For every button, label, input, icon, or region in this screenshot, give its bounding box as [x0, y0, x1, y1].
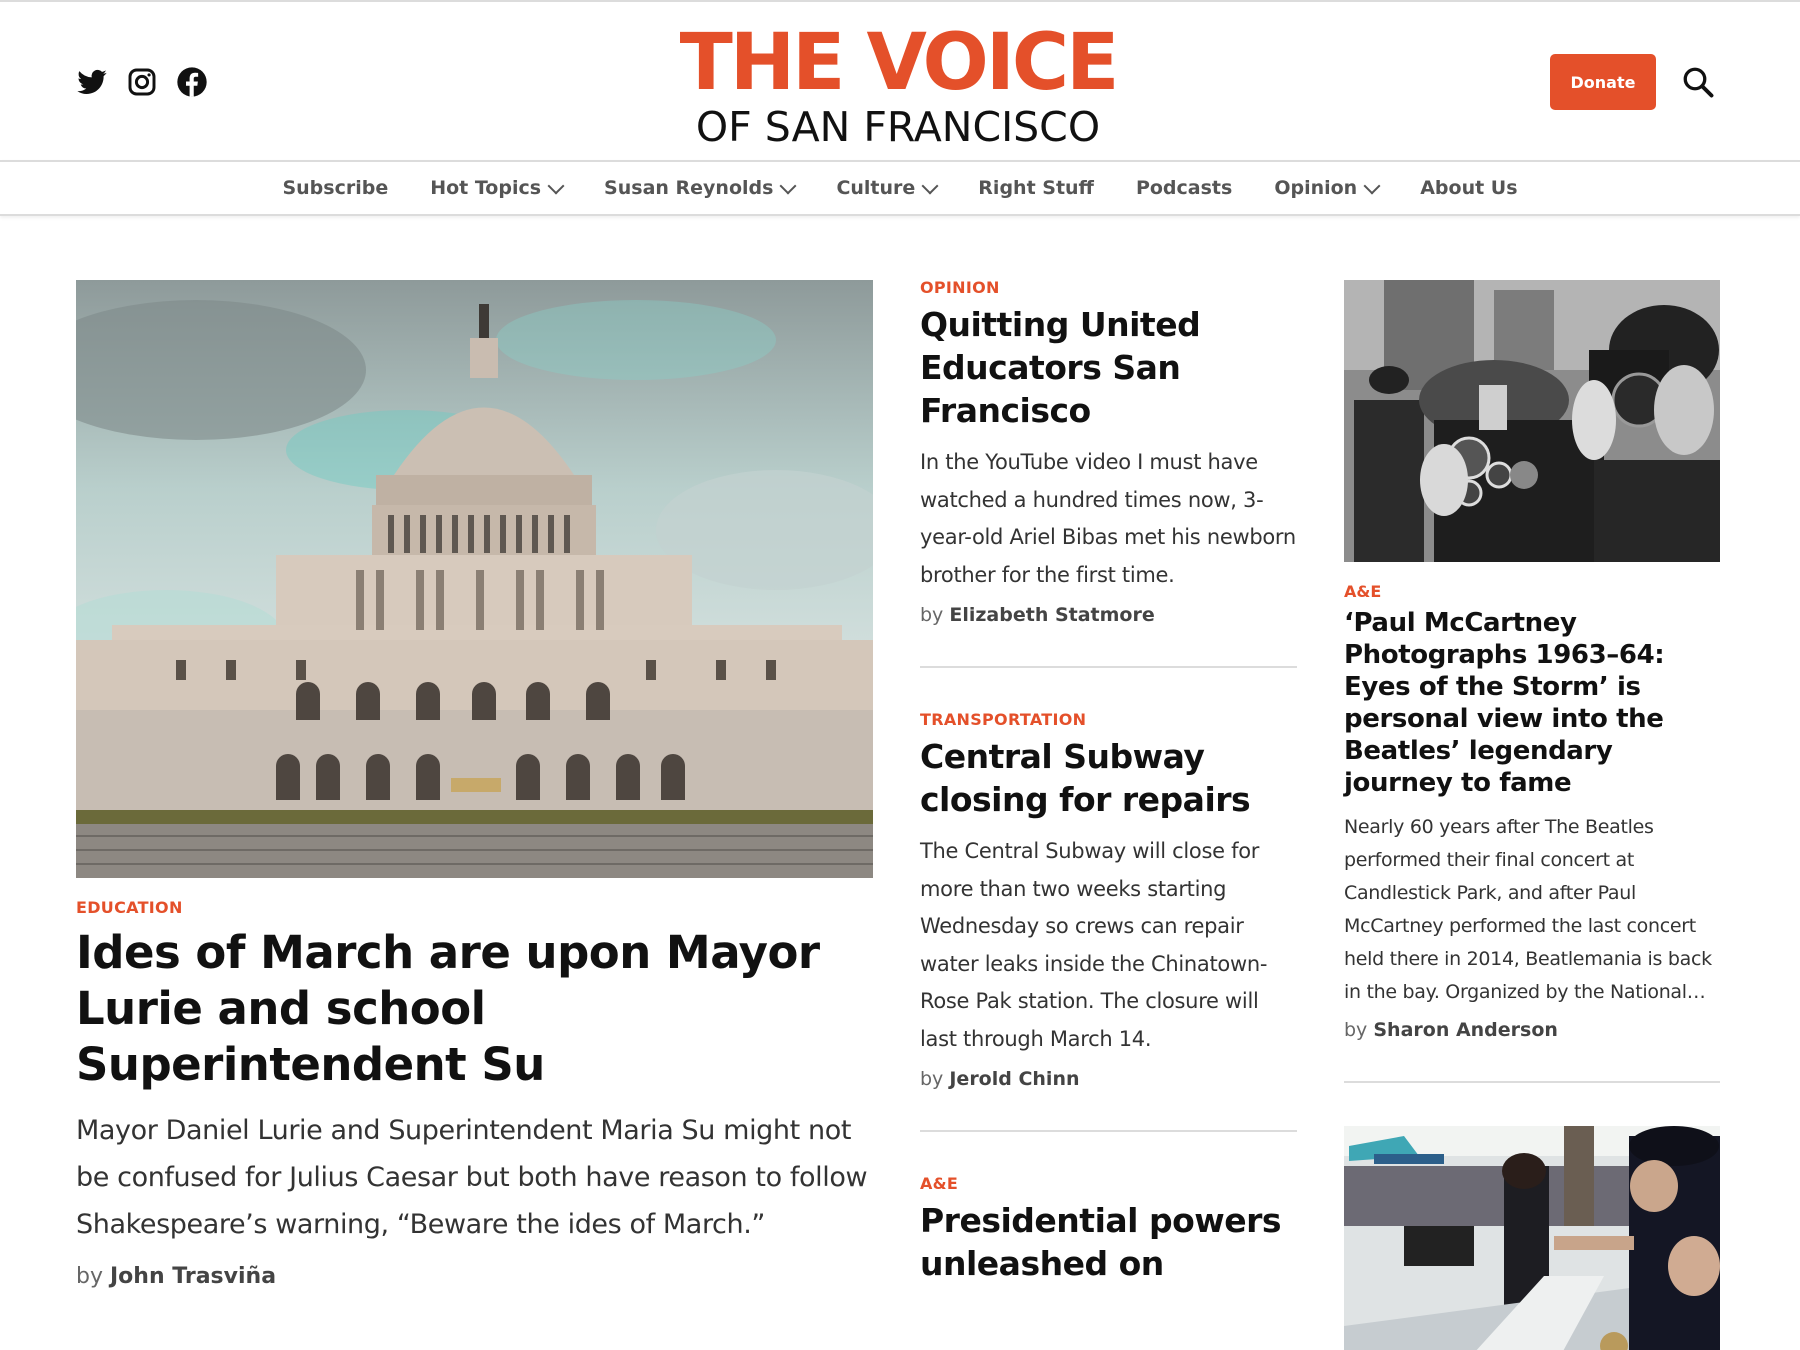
article-headline[interactable]: Central Subway closing for repairs [920, 737, 1251, 819]
article-category[interactable]: A&E [920, 1174, 959, 1193]
chevron-down-icon [780, 178, 797, 195]
author-link[interactable]: Elizabeth Statmore [949, 604, 1155, 626]
article-headline[interactable]: Presidential powers unleashed on [920, 1201, 1282, 1283]
byline: by Elizabeth Statmore [920, 604, 1155, 626]
main-nav [0, 160, 1800, 216]
author-link[interactable]: Jerold Chinn [949, 1068, 1080, 1090]
article-headline[interactable]: Quitting United Educators San Francisco [920, 305, 1201, 430]
article-card [920, 1174, 1297, 1285]
donate-button[interactable]: Donate [1550, 54, 1656, 110]
right-column [1344, 280, 1720, 1350]
divider [920, 666, 1297, 668]
chevron-down-icon [922, 178, 939, 195]
featured-article [76, 280, 873, 1289]
article-excerpt: In the YouTube video I must have watched a hundred times now, 3-year-old Ariel Bibas met his newborn brother for the first time. [920, 450, 1296, 587]
site-logo[interactable] [658, 18, 1138, 151]
nav-item-hot-topics[interactable]: Hot Topics [409, 177, 583, 199]
search-icon[interactable] [1680, 64, 1716, 100]
divider [920, 1130, 1297, 1132]
divider [1344, 1081, 1720, 1083]
article-excerpt: The Central Subway will close for more than two weeks starting Wednesday so crews can repair water leaks inside the Chinatown-Rose Pak station. The closure will last through March 14. [920, 839, 1268, 1051]
nav-item-opinion[interactable]: Opinion [1253, 177, 1399, 199]
logo-subtitle: OF SAN FRANCISCO [695, 103, 1101, 151]
article-image[interactable] [1344, 280, 1720, 562]
byline: by John Trasviña [76, 1264, 277, 1289]
instagram-icon[interactable] [126, 66, 158, 98]
social-links [76, 66, 208, 98]
article-category[interactable]: A&E [1344, 582, 1382, 601]
article-headline[interactable]: ‘Paul McCartney Photographs 1963–64: Eyes of the Storm’ is personal view into the Beatles’ legendary journey to fame [1344, 608, 1665, 798]
article-category[interactable]: TRANSPORTATION [920, 710, 1087, 729]
chevron-down-icon [1364, 178, 1381, 195]
article-excerpt: Mayor Daniel Lurie and Superintendent Maria Su might not be confused for Julius Caesar but both have reason to follow Shakespeare’s warning, “Beware the ides of March.” [76, 1115, 868, 1240]
article-category[interactable]: OPINION [920, 278, 1000, 297]
article-image[interactable] [1344, 1126, 1720, 1350]
article-excerpt: Nearly 60 years after The Beatles performed their final concert at Candlestick Park, and after Paul McCartney performed the last concert held there in 2014, Beatlemania is back in the bay. Organized by the National… [1344, 816, 1712, 1003]
twitter-icon[interactable] [76, 66, 108, 98]
article-card [1344, 280, 1720, 1041]
byline: by Jerold Chinn [920, 1068, 1080, 1090]
middle-column [920, 278, 1297, 1285]
facebook-icon[interactable] [176, 66, 208, 98]
article-category[interactable]: EDUCATION [76, 898, 183, 917]
article-card [920, 710, 1297, 1090]
nav-item-about-us[interactable]: About Us [1420, 177, 1518, 199]
chevron-down-icon [548, 178, 565, 195]
article-headline[interactable]: Ides of March are upon Mayor Lurie and school Superintendent Su [76, 926, 820, 1091]
nav-item-right-stuff[interactable]: Right Stuff [978, 177, 1094, 199]
byline: by Sharon Anderson [1344, 1019, 1558, 1041]
article-card [920, 278, 1297, 626]
nav-item-subscribe[interactable]: Subscribe [282, 177, 389, 199]
nav-item-podcasts[interactable]: Podcasts [1135, 177, 1233, 199]
nav-item-susan-reynolds[interactable]: Susan Reynolds [583, 177, 815, 199]
article-card [1344, 1126, 1720, 1350]
site-header [0, 2, 1800, 160]
author-link[interactable]: Sharon Anderson [1373, 1019, 1558, 1041]
nav-item-culture[interactable]: Culture [815, 177, 957, 199]
author-link[interactable]: John Trasviña [109, 1264, 277, 1289]
featured-image[interactable] [76, 280, 873, 878]
logo-title: THE VOICE [679, 18, 1117, 108]
